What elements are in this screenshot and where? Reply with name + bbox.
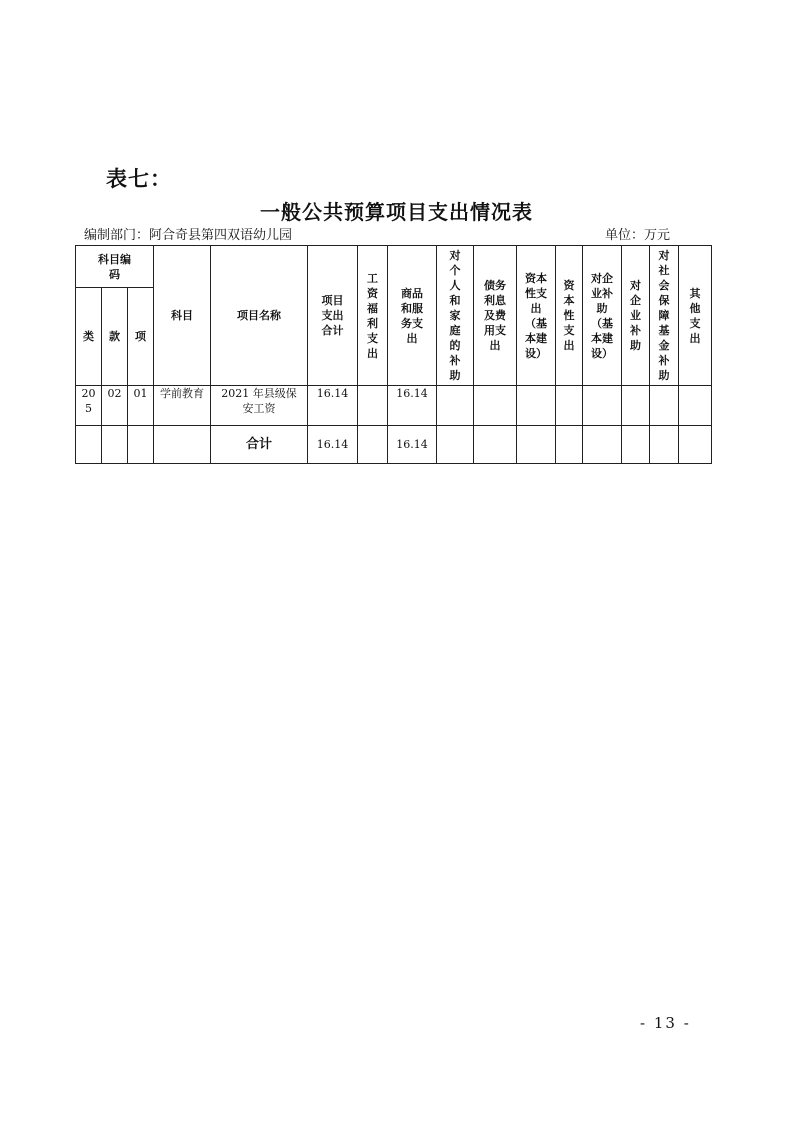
header-xiang: 项 bbox=[128, 288, 154, 386]
expenditure-table bbox=[75, 245, 712, 464]
total-cell-empty bbox=[679, 426, 712, 464]
header-subject-code: 科目编码 bbox=[76, 246, 154, 288]
header-salary: 工资福利支出 bbox=[358, 246, 388, 386]
cell-personal bbox=[437, 386, 474, 426]
header-capital: 资本性支出 bbox=[556, 246, 583, 386]
header-kuan: 款 bbox=[102, 288, 128, 386]
cell-xiang: 01 bbox=[128, 386, 154, 426]
header-subject: 科目 bbox=[154, 246, 211, 386]
total-cell-empty bbox=[358, 426, 388, 464]
total-cell-empty bbox=[437, 426, 474, 464]
totals-row bbox=[76, 426, 712, 464]
cell-kuan: 02 bbox=[102, 386, 128, 426]
header-enterprise: 对企业补助 bbox=[622, 246, 650, 386]
total-cell-empty bbox=[622, 426, 650, 464]
cell-goods: 16.14 bbox=[388, 386, 437, 426]
total-cell-empty bbox=[154, 426, 211, 464]
cell-other bbox=[679, 386, 712, 426]
total-cell-empty bbox=[583, 426, 622, 464]
header-enterprise-basic: 对企业补助（基本建设） bbox=[583, 246, 622, 386]
cell-capital-basic bbox=[517, 386, 556, 426]
cell-capital bbox=[556, 386, 583, 426]
header-social: 对社会保障基金补助 bbox=[650, 246, 679, 386]
cell-debt bbox=[474, 386, 517, 426]
page-title: 一般公共预算项目支出情况表 bbox=[260, 200, 533, 224]
header-debt: 债务利息及费用支出 bbox=[474, 246, 517, 386]
header-goods: 商品和服务支出 bbox=[388, 246, 437, 386]
table-number-heading: 表七： bbox=[106, 167, 172, 191]
page-number: - 13 - bbox=[640, 1014, 691, 1032]
cell-lei: 205 bbox=[76, 386, 102, 426]
cell-total: 16.14 bbox=[308, 386, 358, 426]
total-cell-empty bbox=[556, 426, 583, 464]
header-row-1 bbox=[76, 246, 712, 288]
header-project-name: 项目名称 bbox=[211, 246, 308, 386]
header-lei: 类 bbox=[76, 288, 102, 386]
total-cell-empty bbox=[76, 426, 102, 464]
header-other: 其他支出 bbox=[679, 246, 712, 386]
total-cell-empty bbox=[128, 426, 154, 464]
table-row bbox=[76, 386, 712, 426]
header-capital-basic: 资本性支出（基本建设） bbox=[517, 246, 556, 386]
header-total: 项目支出合计 bbox=[308, 246, 358, 386]
totals-total: 16.14 bbox=[308, 426, 358, 464]
currency-unit: 单位：万元 bbox=[605, 228, 671, 243]
total-cell-empty bbox=[474, 426, 517, 464]
totals-goods: 16.14 bbox=[388, 426, 437, 464]
header-personal: 对个人和家庭的补助 bbox=[437, 246, 474, 386]
total-cell-empty bbox=[650, 426, 679, 464]
cell-enterprise bbox=[622, 386, 650, 426]
total-cell-empty bbox=[102, 426, 128, 464]
cell-subject: 学前教育 bbox=[154, 386, 211, 426]
compiling-department: 编制部门：阿合奇县第四双语幼儿园 bbox=[84, 228, 293, 243]
cell-salary bbox=[358, 386, 388, 426]
total-cell-empty bbox=[517, 426, 556, 464]
cell-enterprise-basic bbox=[583, 386, 622, 426]
cell-social bbox=[650, 386, 679, 426]
cell-project-name: 2021 年县级保安工资 bbox=[211, 386, 308, 426]
totals-label: 合计 bbox=[211, 426, 308, 464]
